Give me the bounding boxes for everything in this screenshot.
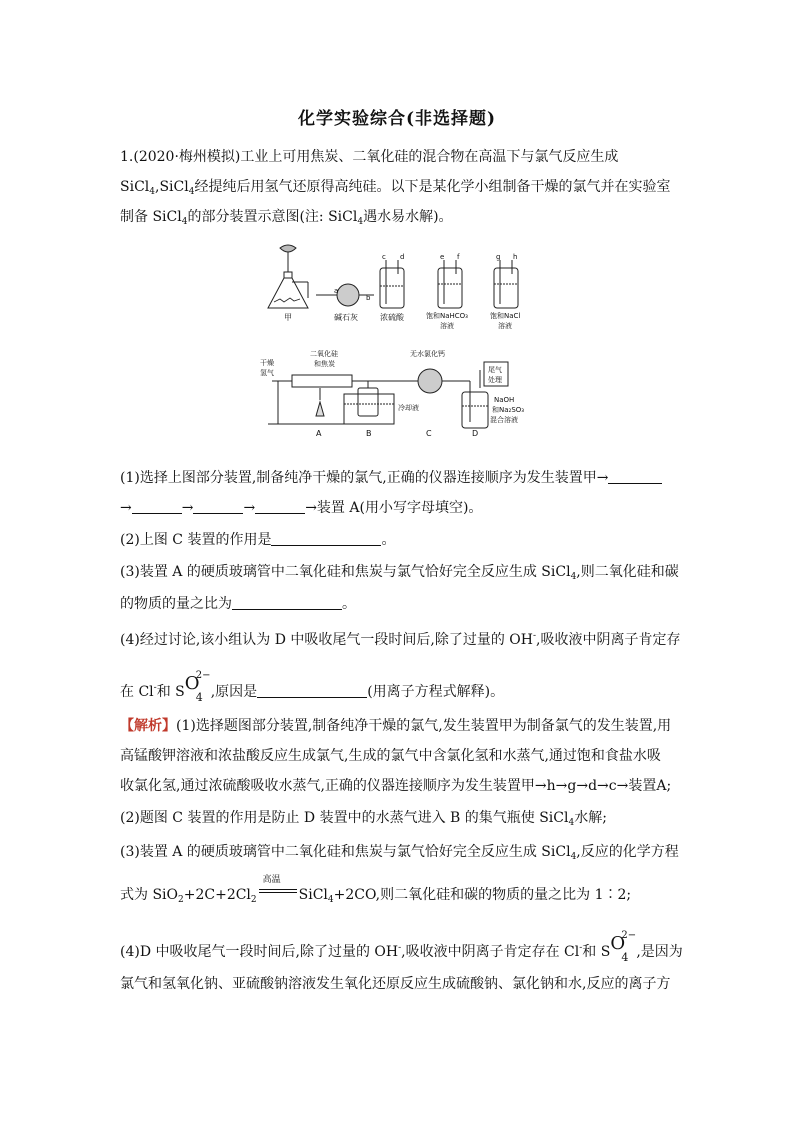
question-text: 和 S [156, 684, 185, 700]
label-tail-gas-2: 处理 [488, 376, 502, 384]
label-b: B [366, 429, 372, 438]
question-1-2 [120, 530, 395, 550]
label-dry-h2-1: 干燥 [260, 359, 274, 367]
port-d: d [400, 253, 405, 261]
analysis-text: ,是因为 [636, 944, 683, 960]
question-text: ,则二氧化硅和碳 [576, 564, 679, 580]
equals-bar [259, 889, 297, 890]
punctuation: 。 [381, 532, 396, 548]
subscript: 4 [568, 818, 575, 828]
question-text: (4)经过讨论,该小组认为 D 中吸收尾气一段时间后,除了过量的 OH [120, 632, 533, 648]
sulfate-o: O [610, 933, 626, 954]
bottle-nahco3 [438, 260, 462, 308]
label-c: C [426, 429, 432, 438]
formula-sicl4: ,SiCl [155, 179, 189, 195]
question-1-4-line-2 [120, 670, 505, 704]
question-1-1-line-2 [120, 498, 482, 518]
question-text: ,原因是 [210, 684, 258, 700]
analysis-line-3 [120, 776, 671, 796]
label-d: D [472, 429, 479, 438]
label-naoh-3: 混合溶液 [490, 416, 518, 424]
label-cacl2: 无水氯化钙 [410, 350, 445, 358]
sulfate-charge: 2− [195, 670, 211, 681]
analysis-line-4 [120, 808, 607, 833]
port-f: f [457, 253, 460, 261]
subscript: 4 [149, 187, 155, 197]
question-1-line-3 [120, 207, 453, 232]
question-1-4-line-1 [120, 626, 681, 650]
analysis-text: (2)题图 C 装置的作用是防止 D 装置中的水蒸气进入 B 的集气瓶使 SiCl [120, 810, 569, 826]
formula-sicl4: SiCl [120, 179, 150, 195]
label-conc-h2so4: 浓硫酸 [380, 313, 404, 322]
sulfate-subscript: 4 [195, 691, 203, 704]
question-text: (2)上图 C 装置的作用是 [120, 532, 272, 548]
analysis-text: (4)D 中吸收尾气一段时间后,除了过量的 OH [120, 944, 399, 960]
analysis-line-7 [120, 930, 683, 964]
arrow: → [120, 500, 132, 516]
punctuation: 。 [342, 596, 356, 612]
question-text: 在 Cl [120, 684, 154, 700]
label-coolant: 冷却液 [398, 404, 419, 412]
question-1-1-line-1 [120, 468, 662, 488]
bottle-conc-h2so4 [380, 260, 404, 308]
condition-label: 高温 [262, 875, 281, 885]
question-text: 经提纯后用氢气还原得高纯硅。以下是某化学小组制备干燥的氯气并在实验室 [194, 179, 671, 195]
question-text: (1)选择上图部分装置,制备纯净干燥的氯气,正确的仪器连接顺序为发生装置甲→ [120, 470, 609, 486]
analysis-text: 和 S [582, 944, 611, 960]
question-1-3-line-1 [120, 562, 679, 587]
label-naoh-2: 和Na₂SO₃ [492, 406, 525, 414]
label-jia: 甲 [284, 313, 292, 322]
analysis-text: ,反应的化学方程 [576, 844, 679, 860]
label-soda-lime: 碱石灰 [334, 313, 358, 322]
analysis-line-6 [120, 875, 632, 910]
analysis-line-2 [120, 746, 661, 766]
analysis-line-8 [120, 974, 670, 994]
question-1-3-line-2 [120, 594, 356, 614]
subscript: 2 [250, 895, 257, 905]
port-a: a [334, 287, 339, 295]
question-text: (3)装置 A 的硬质玻璃管中二氧化硅和焦炭与氯气恰好完全反应生成 SiCl [120, 564, 571, 580]
answer-blank[interactable] [193, 499, 243, 514]
question-text: ,吸收液中阴离子肯定存 [536, 632, 681, 648]
port-h: h [513, 253, 518, 261]
arrow: → [181, 500, 194, 516]
analysis-text: 水解; [574, 810, 607, 826]
question-1-line-1 [120, 147, 618, 167]
answer-blank[interactable] [608, 469, 662, 484]
sulfate-subscript: 4 [621, 951, 629, 964]
sulfate-ion [610, 930, 637, 964]
analysis-text: ,吸收液中阴离子肯定存在 Cl [401, 944, 580, 960]
label-naoh-1: NaOH [494, 396, 515, 404]
analysis-text: (3)装置 A 的硬质玻璃管中二氧化硅和焦炭与氯气恰好完全反应生成 SiCl [120, 844, 571, 860]
analysis-line-1 [120, 716, 671, 736]
subscript: 4 [357, 217, 364, 227]
generator-flask-jia [268, 245, 308, 308]
equals-bar [259, 892, 297, 893]
subscript: 4 [181, 217, 188, 227]
question-text: 的物质的量之比为 [120, 596, 232, 612]
answer-blank[interactable] [257, 683, 367, 698]
reaction-condition [257, 875, 299, 902]
analysis-text: 高锰酸钾溶液和浓盐酸反应生成氯气,生成的氯气中含氯化氢和水蒸气,通过饱和食盐水吸 [120, 748, 661, 764]
label-sio2-1: 二氧化硅 [310, 350, 338, 358]
analysis-text: +2C+2Cl [183, 887, 251, 903]
port-e: e [440, 253, 445, 261]
port-g: g [496, 253, 501, 261]
port-c: c [382, 253, 386, 261]
answer-blank[interactable] [255, 499, 305, 514]
port-b: b [366, 294, 371, 302]
analysis-text: 收氯化氢,通过浓硫酸吸收水蒸气,正确的仪器连接顺序为发生装置甲→h→g→d→c→装置A; [120, 778, 672, 794]
label-a: A [316, 429, 322, 438]
answer-blank[interactable] [132, 499, 182, 514]
label-nacl: 饱和NaCl [490, 312, 521, 320]
subscript: 4 [570, 852, 577, 862]
analysis-text: (1)选择题图部分装置,制备纯净干燥的氯气,发生装置甲为制备氯气的发生装置,用 [176, 718, 672, 734]
label-nacl-solution: 溶液 [498, 322, 512, 330]
analysis-text: SiCl [298, 887, 328, 903]
superscript: - [579, 943, 583, 953]
label-nahco3: 饱和NaHCO₃ [426, 312, 468, 320]
reaction-tube-a [268, 375, 384, 424]
superscript: - [533, 631, 537, 641]
answer-blank[interactable] [232, 595, 342, 610]
label-sio2-2: 和焦炭 [314, 360, 335, 368]
superscript: - [398, 943, 402, 953]
question-1-line-2 [120, 177, 670, 202]
sulfate-o: O [184, 673, 200, 694]
question-text: 的部分装置示意图(注: SiCl [187, 209, 358, 225]
subscript: 4 [570, 572, 577, 582]
subscript: 4 [327, 895, 334, 905]
answer-blank[interactable] [271, 531, 381, 546]
question-text: 1.(2020·梅州模拟)工业上可用焦炭、二氧化硅的混合物在高温下与氯气反应生成 [120, 149, 619, 165]
superscript: - [153, 683, 157, 693]
subscript: 4 [188, 187, 195, 197]
analysis-text: 式为 SiO [120, 887, 178, 903]
label-dry-h2-2: 氢气 [260, 369, 274, 377]
question-text: 遇水易水解)。 [363, 209, 453, 225]
bottle-nacl [494, 260, 518, 308]
analysis-tag: 【解析】 [120, 718, 176, 734]
arrow: → [243, 500, 256, 516]
sulfate-charge: 2− [621, 930, 637, 941]
analysis-line-5 [120, 842, 679, 867]
drying-ball-c [384, 369, 470, 393]
subscript: 2 [178, 895, 184, 905]
question-text: (用离子方程式解释)。 [367, 684, 505, 700]
question-text: 制备 SiCl [120, 209, 182, 225]
apparatus-diagram [258, 238, 538, 438]
question-text: →装置 A(用小写字母填空)。 [305, 500, 483, 516]
label-tail-gas-1: 尾气 [488, 366, 502, 374]
analysis-text: 氯气和氢氧化钠、亚硫酸钠溶液发生氧化还原反应生成硫酸钠、氯化钠和水,反应的离子方 [120, 976, 671, 992]
page-title: 化学实验综合(非选择题) [297, 109, 497, 129]
sulfate-ion [184, 670, 211, 704]
analysis-text: +2CO,则二氧化硅和碳的物质的量之比为 1∶2; [333, 887, 632, 903]
label-nahco3-solution: 溶液 [440, 322, 454, 330]
